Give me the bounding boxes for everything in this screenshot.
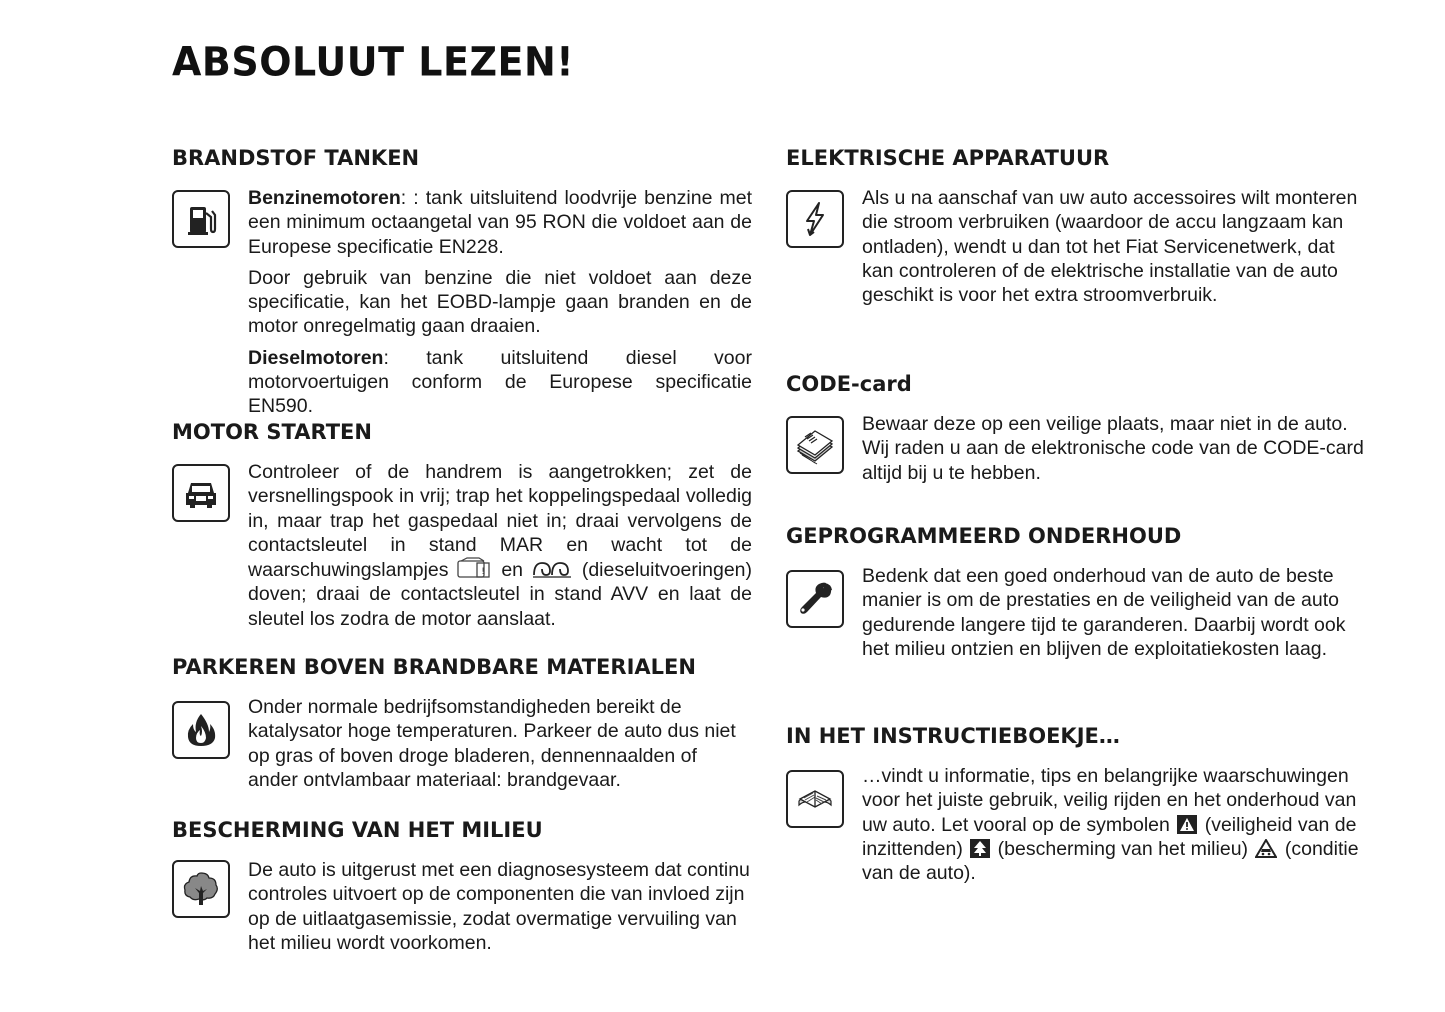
glow-plug-icon bbox=[531, 559, 573, 579]
manual-safety: (veiligheid van de inzittenden) bbox=[862, 813, 1357, 860]
benzine-label: Benzinemotoren bbox=[248, 187, 401, 209]
section-code-card bbox=[786, 372, 1366, 492]
car-condition-icon bbox=[1255, 839, 1277, 858]
diesel-label: Dieselmotoren bbox=[248, 346, 384, 369]
start-en: en bbox=[501, 559, 524, 582]
section-parking bbox=[172, 655, 752, 805]
warning-light-icon bbox=[457, 557, 493, 579]
electric-text: Als u na aanschaf van uw auto accessoires wilt monteren die stroom verbruiken (waardoor de accu langzaam kan ontladen), wendt u dan tot het Fiat Servicenetwerk, dat kan controleren of de elektrische installatie van de auto geschikt is voor het extra stroomverbruik. bbox=[862, 187, 1358, 307]
tree-icon bbox=[172, 860, 230, 918]
start-text-after: (dieseluitvoeringen) doven; draai de contactsleutel in stand AVV en laat de sleutel los zodra de motor aanslaat. bbox=[248, 559, 753, 630]
section-heading: MOTOR STARTEN bbox=[172, 420, 372, 444]
section-electric bbox=[786, 146, 1366, 346]
manual-text: …vindt u informatie, tips en belangrijke waarschuwingen voor het juiste gebruik, veilig rijden en het onderhoud van uw auto. Let vooral op de symbolen bbox=[862, 765, 1357, 836]
environment-text: De auto is uitgerust met een diagnosesysteem dat continu controles uitvoert op de componenten die van invloed zijn op de uitlaatgasemissie, zodat overmatige vervuiling van het milieu wordt voorkomen. bbox=[248, 859, 750, 954]
section-heading: GEPROGRAMMEERD ONDERHOUD bbox=[786, 524, 1182, 548]
manual-end: (conditie van de auto). bbox=[862, 837, 1359, 885]
wrench-icon bbox=[786, 570, 844, 628]
environment-symbol-icon bbox=[970, 839, 990, 858]
section-heading: PARKEREN BOVEN BRANDBARE MATERIALEN bbox=[172, 655, 696, 679]
section-maintenance bbox=[786, 524, 1366, 694]
section-manual bbox=[786, 724, 1366, 894]
section-heading: CODE-card bbox=[786, 372, 912, 396]
benzine-text: : : tank uitsluitend loodvrije benzine met een minimum octaangetal van 95 RON die voldoet aan de Europese specificatie EN228. bbox=[248, 187, 752, 258]
eobd-text: Door gebruik van benzine die niet voldoet aan deze specificatie, kan het EOBD-lampje gaan branden en de motor onregelmatig gaan draaien. bbox=[248, 266, 752, 338]
parking-text: Onder normale bedrijfsomstandigheden bereikt de katalysator hoge temperaturen. Parkeer de auto dus niet op gras of boven droge bladeren, dennennaalden of ander ontvlambaar materiaal: brandgevaar. bbox=[248, 696, 736, 791]
manual-env: (bescherming van het milieu) bbox=[997, 837, 1249, 860]
diesel-text: : tank uitsluitend diesel voor motorvoertuigen conform de Europese specificatie EN590. bbox=[248, 346, 752, 418]
flame-icon bbox=[172, 701, 230, 759]
section-heading: BESCHERMING VAN HET MILIEU bbox=[172, 818, 543, 842]
fuel-pump-icon bbox=[172, 190, 230, 248]
safety-warning-icon bbox=[1177, 815, 1197, 834]
section-fuel bbox=[172, 146, 752, 418]
car-icon bbox=[172, 464, 230, 522]
code-card-text: Bewaar deze op een veilige plaats, maar niet in de auto. Wij raden u aan de elektronische code van de CODE-card altijd bij u te hebben. bbox=[862, 413, 1364, 484]
section-start bbox=[172, 420, 752, 640]
page-title: ABSOLUUT LEZEN! bbox=[172, 38, 575, 86]
section-environment bbox=[172, 818, 752, 968]
maintenance-text: Bedenk dat een goed onderhoud van de auto de beste manier is om de prestaties en de veiligheid van de auto gedurende langere tijd te garanderen. Daarbij wordt ook het milieu ontzien en blijven de exploitatiekosten laag. bbox=[862, 565, 1346, 660]
start-text: Controleer of de handrem is aangetrokken; zet de versnellingspook in vrij; trap het koppelingspedaal volledig in, maar trap het gaspedaal niet in; draai vervolgens de contactsleutel in stand MAR en wacht tot de waarschuwingslampjes bbox=[248, 461, 752, 582]
svg-text:!: ! bbox=[481, 567, 485, 578]
lightning-icon bbox=[786, 190, 844, 248]
code-card-icon bbox=[786, 416, 844, 474]
section-heading: ELEKTRISCHE APPARATUUR bbox=[786, 146, 1110, 170]
open-book-icon bbox=[786, 770, 844, 828]
section-heading: IN HET INSTRUCTIEBOEKJE… bbox=[786, 724, 1120, 748]
section-heading: BRANDSTOF TANKEN bbox=[172, 146, 420, 170]
